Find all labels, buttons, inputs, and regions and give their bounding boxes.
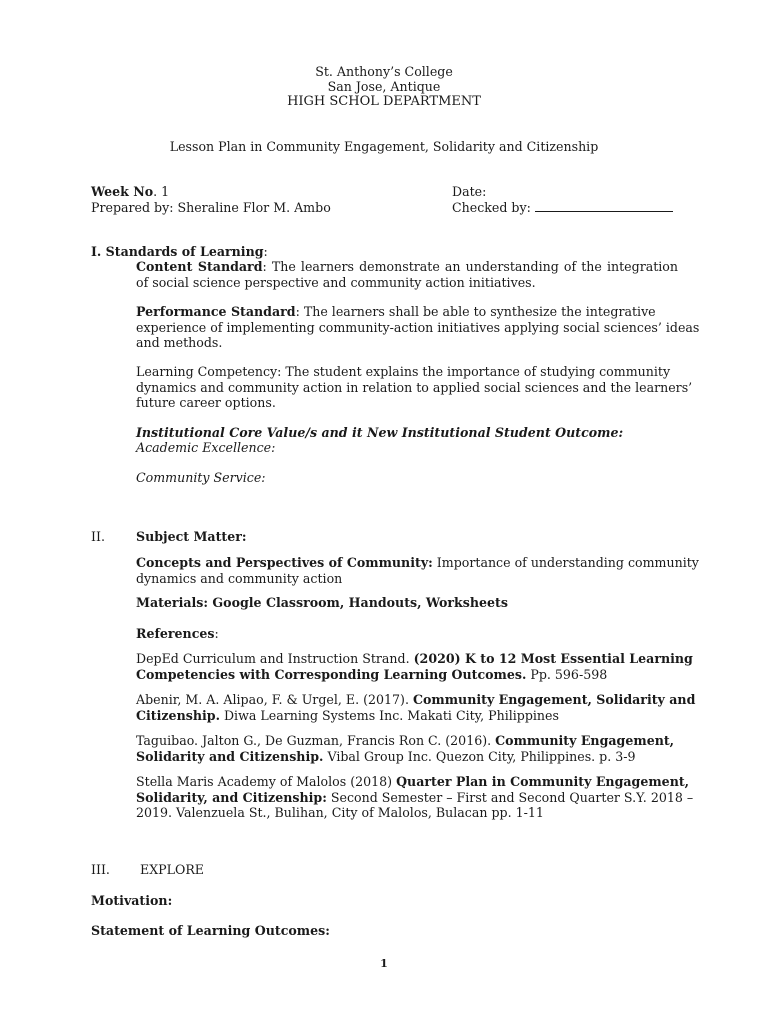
week-value: . 1 xyxy=(153,184,170,199)
concepts xyxy=(136,555,699,586)
performance-standard-label: Performance Standard xyxy=(136,304,296,319)
references-colon: : xyxy=(214,626,219,641)
materials: Materials: Google Classroom, Handouts, Worksheets xyxy=(136,595,508,610)
ref2-part-a: Abenir, M. A. Alipao, F. & Urgel, E. (2017). xyxy=(136,692,413,707)
learning-outcomes-label: Statement of Learning Outcomes: xyxy=(91,923,330,938)
concepts-line1: Importance of understanding community xyxy=(432,555,699,570)
page-number: 1 xyxy=(380,957,388,970)
school-location: San Jose, Antique xyxy=(327,79,441,94)
academic-excellence: Academic Excellence: xyxy=(136,440,276,455)
date-label: Date: xyxy=(452,184,487,199)
performance-standard-line2: experience of implementing community-action initiatives applying social sciences’ ideas xyxy=(136,319,700,335)
ref1-part-d: Pp. 596-598 xyxy=(526,666,608,682)
content-standard xyxy=(136,259,678,290)
competency-line2: dynamics and community action in relation to applied social sciences and the learners’ xyxy=(136,379,693,395)
competency-line1: Learning Competency: The student explains the importance of studying community xyxy=(136,364,671,379)
standards-heading xyxy=(91,244,268,260)
standards-heading-colon: : xyxy=(263,244,268,259)
standards-heading-text: I. Standards of Learning xyxy=(91,244,264,259)
content-standard-label: Content Standard xyxy=(136,259,263,274)
school-name: St. Anthony’s College xyxy=(315,64,453,79)
ref4-part-c: Solidarity, and Citizenship: xyxy=(136,789,327,805)
checked-by-blank xyxy=(535,201,673,212)
prepared-by: Prepared by: Sheraline Flor M. Ambo xyxy=(91,200,331,215)
ref3-part-c: Solidarity and Citizenship. xyxy=(136,748,324,764)
subject-matter-numeral: II. xyxy=(91,529,105,544)
content-standard-text: : The learners demonstrate an understanding of the integration of social science perspective and community action initiatives. xyxy=(136,259,678,290)
ref2-part-d: Diwa Learning Systems Inc. Makati City, Philippines xyxy=(219,707,559,723)
references-label: References xyxy=(136,626,215,641)
motivation-label: Motivation: xyxy=(91,893,173,908)
department-title: HIGH SCHOL DEPARTMENT xyxy=(287,94,481,109)
performance-standard-line1: : The learners shall be able to synthesize the integrative xyxy=(295,304,656,319)
reference-4 xyxy=(136,774,693,821)
ref4-part-a: Stella Maris Academy of Malolos (2018) xyxy=(136,774,397,789)
week-line xyxy=(91,184,169,200)
ref1-part-c: Competencies with Corresponding Learning Outcomes. xyxy=(136,666,527,682)
concepts-label: Concepts and Perspectives of Community: xyxy=(136,555,433,570)
ref2-part-c: Citizenship. xyxy=(136,707,220,723)
references-heading xyxy=(136,626,219,642)
explore-heading: EXPLORE xyxy=(140,862,204,877)
performance-standard-line3: and methods. xyxy=(136,335,223,351)
competency-line3: future career options. xyxy=(136,395,276,411)
ref2-part-b: Community Engagement, Solidarity and xyxy=(412,692,696,707)
learning-competency xyxy=(136,364,692,411)
checked-by xyxy=(452,200,673,216)
ref3-part-b: Community Engagement, xyxy=(495,733,675,748)
ref1-part-b: (2020) K to 12 Most Essential Learning xyxy=(413,651,693,666)
checked-by-label: Checked by: xyxy=(452,200,531,215)
community-service: Community Service: xyxy=(136,470,266,485)
performance-standard xyxy=(136,304,699,351)
explore-numeral: III. xyxy=(91,862,110,877)
ref3-part-d: Vibal Group Inc. Quezon City, Philippines. p. 3-9 xyxy=(323,748,636,764)
ref4-part-d: Second Semester – First and Second Quarter S.Y. 2018 – xyxy=(326,789,694,805)
ref4-part-b: Quarter Plan in Community Engagement, xyxy=(396,774,690,789)
ref3-part-a: Taguibao. Jalton G., De Guzman, Francis Ron C. (2016). xyxy=(136,733,496,748)
ref4-part-e: 2019. Valenzuela St., Bulihan, City of Malolos, Bulacan pp. 1-11 xyxy=(136,805,544,821)
core-value-heading: Institutional Core Value/s and it New Institutional Student Outcome: xyxy=(136,425,624,440)
subject-matter-heading: Subject Matter: xyxy=(136,529,247,544)
lesson-plan-title: Lesson Plan in Community Engagement, Solidarity and Citizenship xyxy=(169,139,599,154)
concepts-line2: dynamics and community action xyxy=(136,570,343,586)
reference-2 xyxy=(136,692,695,723)
week-label: Week No xyxy=(91,184,154,199)
ref1-part-a: DepEd Curriculum and Instruction Strand. xyxy=(136,651,414,666)
reference-3 xyxy=(136,733,674,764)
reference-1 xyxy=(136,651,693,682)
